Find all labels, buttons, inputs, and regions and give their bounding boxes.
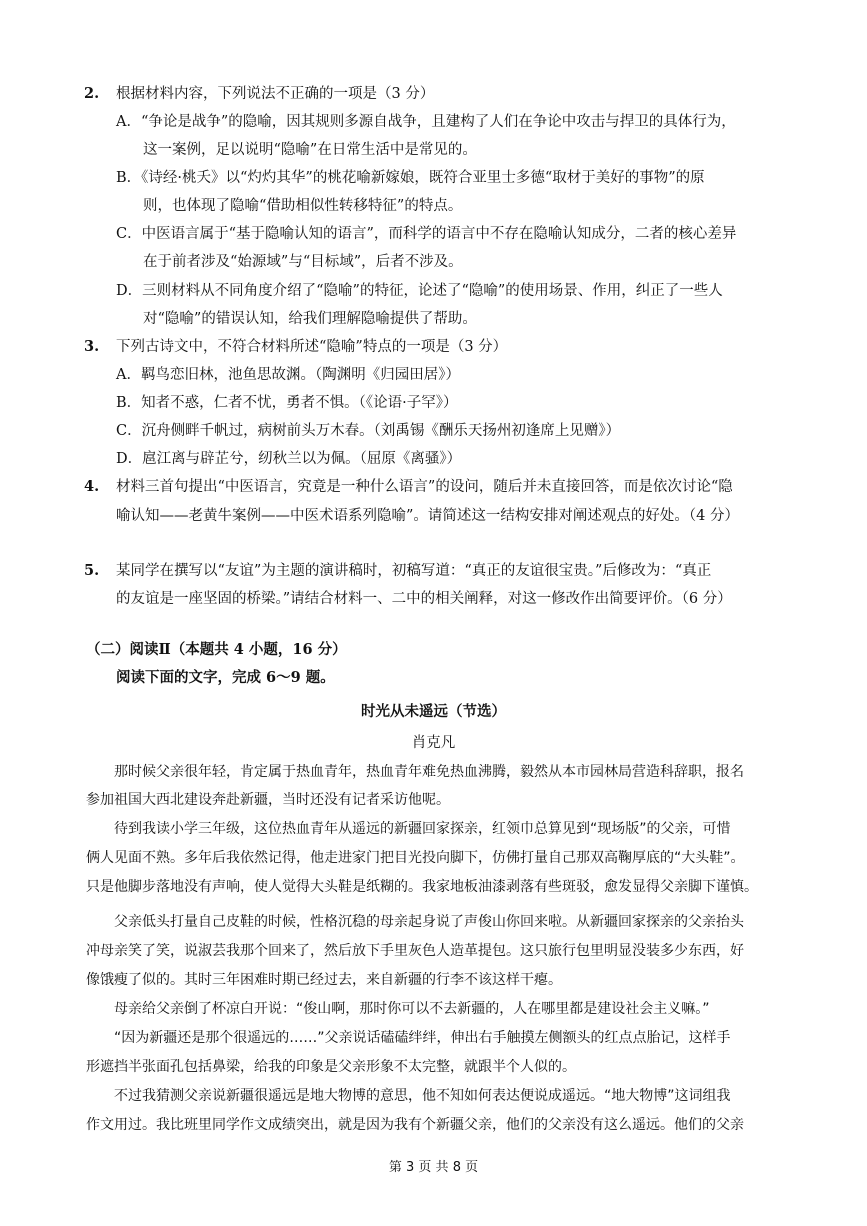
question-text: 某同学在撰写以“友谊”为主题的演讲稿时，初稿写道：“真正的友谊很宝贵。”后修改为：“真正 <box>116 563 712 579</box>
question-stem: 根据材料内容，下列说法不正确的一项是（3 分） <box>116 86 435 102</box>
question-text: 喻认知——老黄牛案例——中医术语系列隐喻”。请简述这一结构安排对阐述观点的好处。（4 分） <box>116 508 739 524</box>
option-b-cont: 则，也体现了隐喻“借助相似性转移特征”的特点。 <box>143 198 463 214</box>
option-c-line: C．沉舟侧畔千帆过，病树前头万木春。（刘禹锡《酬乐天扬州初逢席上见赠》） <box>116 423 621 439</box>
passage-author: 肖克凡 <box>411 735 456 751</box>
passage-line: 那时候父亲很年轻，肯定属于热血青年，热血青年难免热血沸腾，毅然从本市园林局营造科辞职，报名 <box>86 764 744 780</box>
passage-line: 作文用过。我比班里同学作文成绩突出，就是因为我有个新疆父亲，他们的父亲没有这么遥远。他们的父亲 <box>86 1117 744 1133</box>
option-c-cont: 在于前者涉及“始源域”与“目标域”，后者不涉及。 <box>143 254 463 270</box>
option-b-line: B．《诗经·桃夭》以“灼灼其华”的桃花喻新嫁娘，既符合亚里士多德“取材于美好的事物”的原 <box>116 170 705 186</box>
question-number: 4. <box>84 478 100 495</box>
passage-title: 时光从未遥远（节选） <box>361 703 506 720</box>
passage-line: 俩人见面不熟。多年后我依然记得，他走进家门把目光投向脚下，仿佛打量自己那双高鞠厚底的“大头鞋”。 <box>86 850 745 866</box>
section-instruction: 阅读下面的文字，完成 6～9 题。 <box>116 669 335 686</box>
passage-line: 父亲低头打量自己皮鞋的时候，性格沉稳的母亲起身说了声俊山你回来啦。从新疆回家探亲的父亲抬头 <box>86 914 744 930</box>
question-text: 的友谊是一座坚固的桥梁。”请结合材料一、二中的相关阐释，对这一修改作出简要评价。（6 分） <box>116 591 732 607</box>
passage-line: 不过我猜测父亲说新疆很遥远是地大物博的意思，他不知如何表达便说成遥远。“地大物博”这词组我 <box>86 1088 731 1104</box>
option-b-line: B．知者不惑，仁者不忧，勇者不惧。（《论语·子罕》） <box>116 395 458 411</box>
page-footer: 第 3 页 共 8 页 <box>388 1160 479 1175</box>
passage-line: 只是他脚步落地没有声响，使人觉得大头鞋是纸糊的。我家地板油漆剥落有些斑驳，愈发显得父亲脚下谨慎。 <box>86 879 758 895</box>
question-number: 2. <box>84 85 100 102</box>
question-text: 材料三首句提出“中医语言，究竟是一种什么语言”的设问，随后并未直接回答，而是依次讨论“隐 <box>116 479 733 495</box>
option-c-line: C．中医语言属于“基于隐喻认知的语言”，而科学的语言中不存在隐喻认知成分，二者的核心差异 <box>116 226 737 242</box>
passage-line: 形遮挡半张面孔包括鼻梁，给我的印象是父亲形象不太完整，就跟半个人似的。 <box>86 1059 576 1075</box>
passage-line: 母亲给父亲倒了杯凉白开说：“俊山啊，那时你可以不去新疆的，人在哪里都是建设社会主义嘛。” <box>86 1001 710 1017</box>
passage-line: 参加祖国大西北建设奔赴新疆，当时还没有记者采访他呢。 <box>86 792 450 808</box>
passage-line: “因为新疆还是那个很遥远的……”父亲说话磕磕绊绊，伸出右手触摸左侧额头的红点点胎记，这样手 <box>86 1030 731 1046</box>
option-a-line: A．“争论是战争”的隐喻，因其规则多源自战争，且建构了人们在争论中攻击与捍卫的具体行为， <box>116 114 736 130</box>
option-d-cont: 对“隐喻”的错误认知，给我们理解隐喻提供了帮助。 <box>143 311 477 327</box>
section-heading: （二）阅读Ⅱ（本题共 4 小题，16 分） <box>86 641 347 658</box>
passage-line: 冲母亲笑了笑，说淑芸我那个回来了，然后放下手里灰色人造革提包。这只旅行包里明显没装多少东西，好 <box>86 943 744 959</box>
option-a-cont: 这一案例，足以说明“隐喻”在日常生活中是常见的。 <box>143 142 477 158</box>
passage-line: 像饿瘦了似的。其时三年困难时期已经过去，来自新疆的行李不该这样干瘪。 <box>86 972 562 988</box>
option-d-line: D．三则材料从不同角度介绍了“隐喻”的特征，论述了“隐喻”的使用场景、作用，纠正了一些人 <box>116 283 723 299</box>
passage-line: 待到我读小学三年级，这位热血青年从遥远的新疆回家探亲，红领巾总算见到“现场版”的父亲，可惜 <box>86 821 731 837</box>
option-d-line: D．扈江离与辟芷兮，纫秋兰以为佩。（屈原《离骚》） <box>116 451 462 467</box>
option-a-line: A．羁鸟恋旧林，池鱼思故渊。（陶渊明《归园田居》） <box>116 367 460 383</box>
question-number: 5. <box>84 562 100 579</box>
question-stem: 下列古诗文中，不符合材料所述“隐喻”特点的一项是（3 分） <box>116 339 508 355</box>
question-number: 3. <box>84 338 100 355</box>
